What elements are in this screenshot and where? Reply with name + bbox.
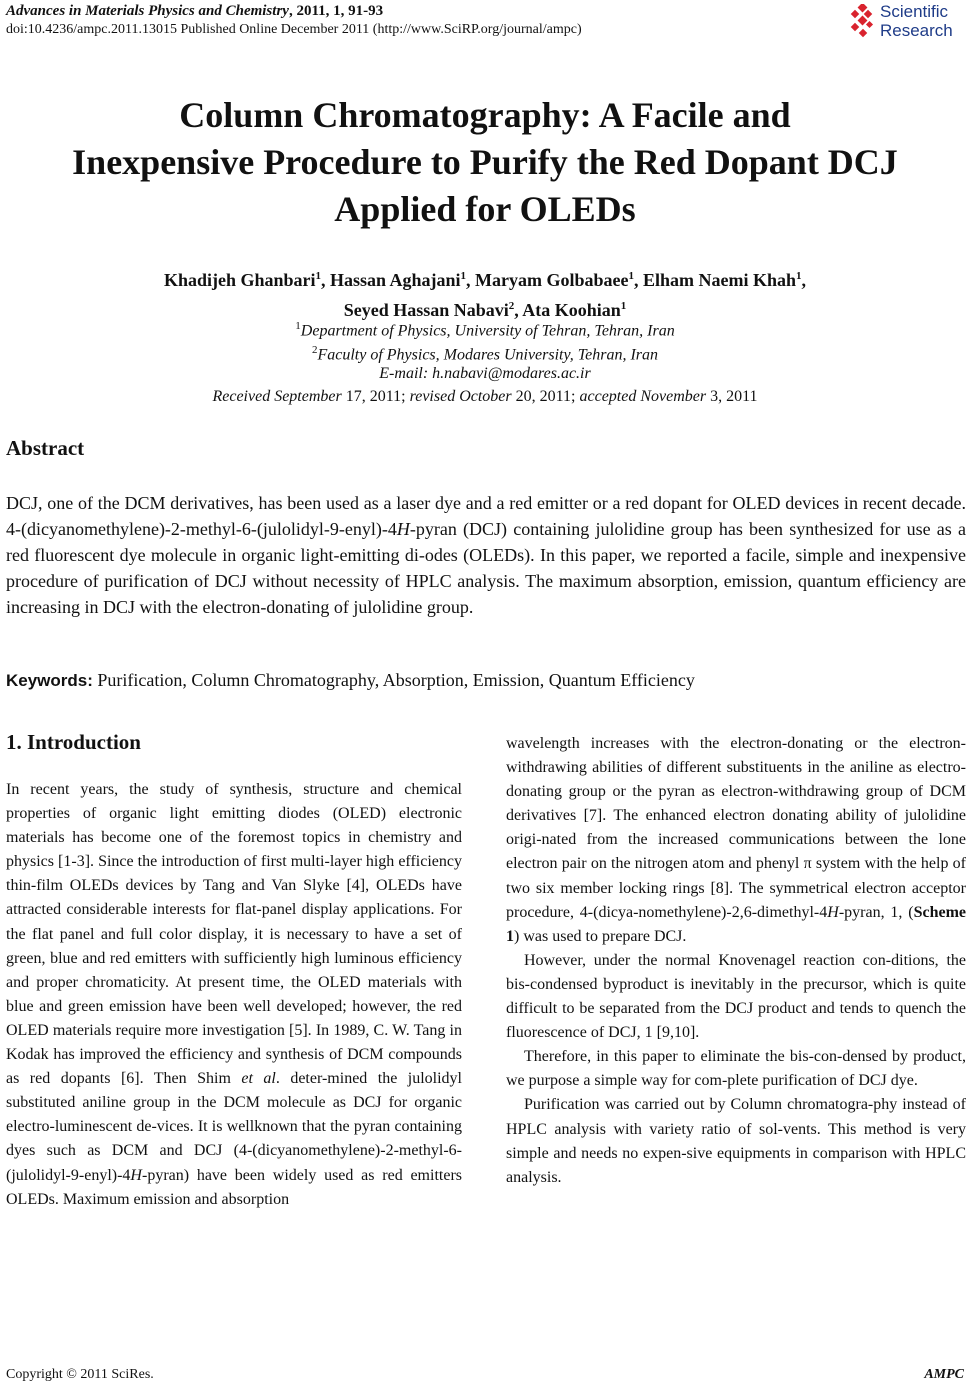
keywords-label: Keywords: — [6, 671, 93, 690]
keywords-text: Purification, Column Chromatography, Absorption, Emission, Quantum Efficiency — [92, 670, 695, 690]
logo-line1: Scientific — [880, 2, 949, 21]
author-name: , Ata Koohian — [514, 300, 621, 320]
body-italic: H — [130, 1166, 142, 1184]
author-separator: , — [801, 270, 807, 290]
author-affil-mark: 1 — [315, 270, 321, 282]
logo-icon — [850, 4, 878, 40]
author-affil-mark: 1 — [628, 270, 635, 282]
author-name: , Maryam Golbabaee — [466, 270, 629, 290]
footer-copyright: Copyright © 2011 SciRes. — [6, 1367, 154, 1382]
author-affil-mark: 1 — [460, 270, 467, 282]
logo-text — [880, 2, 953, 40]
dates-line — [20, 386, 950, 407]
body-text: wavelength increases with the electron-donating or the electron-withdrawing abilities of different substituents in the aniline as electro-donating group or the pyran as electron-withdrawing group of DCM derivatives [7]. The enhanced electron donating ability of julolidine origi-nated from the increased communications between the lone electron pair on the nitrogen atom and phenyl π system with the help of two six member locking rings [8]. The symmetrical electron acceptor procedure, 4-(dicya-nomethylene)-2,6-dimethyl-4 — [506, 735, 966, 921]
journal-name: Advances in Materials Physics and Chemistry — [6, 3, 289, 19]
left-column — [6, 778, 462, 1212]
journal-volume: , 2011, 1, 91-93 — [288, 3, 384, 19]
author-affil-mark: 1 — [796, 270, 802, 282]
affiliation-2 — [20, 340, 950, 365]
paragraph: Therefore, in this paper to eliminate the bis-con-densed by product, we purpose a simple way for com-plete purification of DCJ dye. — [506, 1048, 966, 1090]
affil-mark: 2 — [311, 344, 318, 356]
received-label: Received September — [212, 388, 342, 405]
email-address: : h.nabavi@modares.ac.ir — [422, 365, 591, 382]
accepted-date: 3, 2011 — [706, 388, 758, 405]
body-italic: et al — [241, 1070, 276, 1088]
body-text: ) was used to prepare DCJ. — [514, 927, 687, 945]
revised-date: 20, 2011; — [511, 388, 580, 405]
email-label: E-mail — [379, 365, 423, 382]
scientific-research-logo — [850, 2, 970, 42]
email-line — [20, 363, 950, 384]
paper-title — [20, 92, 950, 233]
abstract-heading: Abstract — [6, 436, 85, 460]
right-column — [506, 732, 966, 1190]
author-name: , Elham Naemi Khah — [634, 270, 797, 290]
abstract-italic: H — [396, 519, 410, 539]
keywords — [6, 670, 695, 691]
author-affil-mark: 2 — [508, 300, 515, 312]
abstract-text: -pyran (DCJ) containing julolidine group has been synthesized for use as a red fluorescent dye molecule in organic light-emitting di-odes (OLEDs). In this paper, we reported a facile, simple and inexpensive procedure of purification of DCJ without necessity of HPLC analysis. The maximum absorption, emission, quantum efficiency are increasing in DCJ with the electron-donating of julolidine group. — [6, 519, 966, 617]
scheme-reference: Scheme 1 — [506, 903, 966, 945]
author-affil-mark: 1 — [620, 300, 627, 312]
affil-text: Department of Physics, University of Tehran, Tehran, Iran — [300, 322, 675, 340]
abstract-text: DCJ, one of the DCM derivatives, has been used as a laser dye and a red emitter or a red dopant for OLED devices in recent decade. 4-(dicyanomethylene)-2-methyl-6-(julolidyl-9-enyl)-4 — [6, 493, 966, 539]
doi-line: doi:10.4236/ampc.2011.13015 Published Online December 2011 (http://www.SciRP.org/journal/ampc) — [6, 22, 582, 37]
journal-header — [6, 3, 383, 20]
body-text: -pyran) have been widely used as red emitters OLEDs. Maximum emission and absorption — [6, 1166, 462, 1208]
footer-journal: AMPC — [924, 1367, 964, 1382]
title-line1: Column Chromatography: A Facile and — [179, 95, 791, 135]
affil-mark: 1 — [295, 320, 301, 332]
paragraph: Purification was carried out by Column chromatogra-phy instead of HPLC analysis with variety ratio of sol-vents. This method is very simple and needs no expen-sive equipments in comparison with HPLC analysis. — [506, 1096, 966, 1186]
affiliation-1 — [20, 316, 950, 341]
body-text: In recent years, the study of synthesis, structure and chemical properties of organic light emitting diodes (OLED) electronic materials has become one of the foremost topics in chemistry and physics [1-3]. Since the introduction of first multi-layer high efficiency thin-film OLEDs devices by Tang and Van Slyke [4], OLEDs have attracted considerable interests for flat-panel display applications. For the flat panel and full color display, it is necessary to have a set of green, blue and red emitters with sufficiently high luminous efficiency and proper chromaticity. At present time, the OLED materials with blue and green emission have been well developed; however, the red OLED materials require more investigation [5]. In 1989, C. W. Tang in Kodak has improved the efficiency and synthesis of DCM compounds as red dopants [6]. Then Shim — [6, 781, 462, 1088]
received-date: 17, 2011; — [341, 388, 410, 405]
body-text: . deter-mined the julolidyl substituted aniline group in the DCM molecule as DCJ for organic electro-luminescent de-vices. It is wellknown that the pyran containing dyes such as DCM and DCJ (4-(dicyanomethylene)-2-methyl-6-(julolidyl-9-enyl)-4 — [6, 1070, 462, 1184]
author-list — [20, 263, 950, 323]
logo-line2: Research — [880, 21, 953, 40]
paragraph: However, under the normal Knovenagel reaction con-ditions, the bis-condensed byproduct is inevitably in the precursor, which is quite difficult to be separated from the DCJ product and tends to quench the fluorescence of DCJ, 1 [9,10]. — [506, 951, 966, 1042]
title-line2: Inexpensive Procedure to Purify the Red Dopant DCJ — [72, 142, 898, 182]
revised-label: revised October — [409, 388, 512, 405]
author-name: Seyed Hassan Nabavi — [343, 300, 509, 320]
author-name: Khadijeh Ghanbari — [163, 270, 316, 290]
title-line3: Applied for OLEDs — [334, 189, 636, 229]
body-text: -pyran, 1, ( — [838, 903, 914, 921]
author-line1 — [20, 263, 950, 293]
body-italic: H — [827, 903, 839, 921]
abstract-body — [6, 490, 966, 620]
affil-text: Faculty of Physics, Modares University, Tehran, Iran — [317, 346, 659, 364]
author-name: , Hassan Aghajani — [320, 270, 461, 290]
accepted-label: accepted November — [579, 388, 707, 405]
section-heading-introduction: 1. Introduction — [6, 730, 141, 754]
